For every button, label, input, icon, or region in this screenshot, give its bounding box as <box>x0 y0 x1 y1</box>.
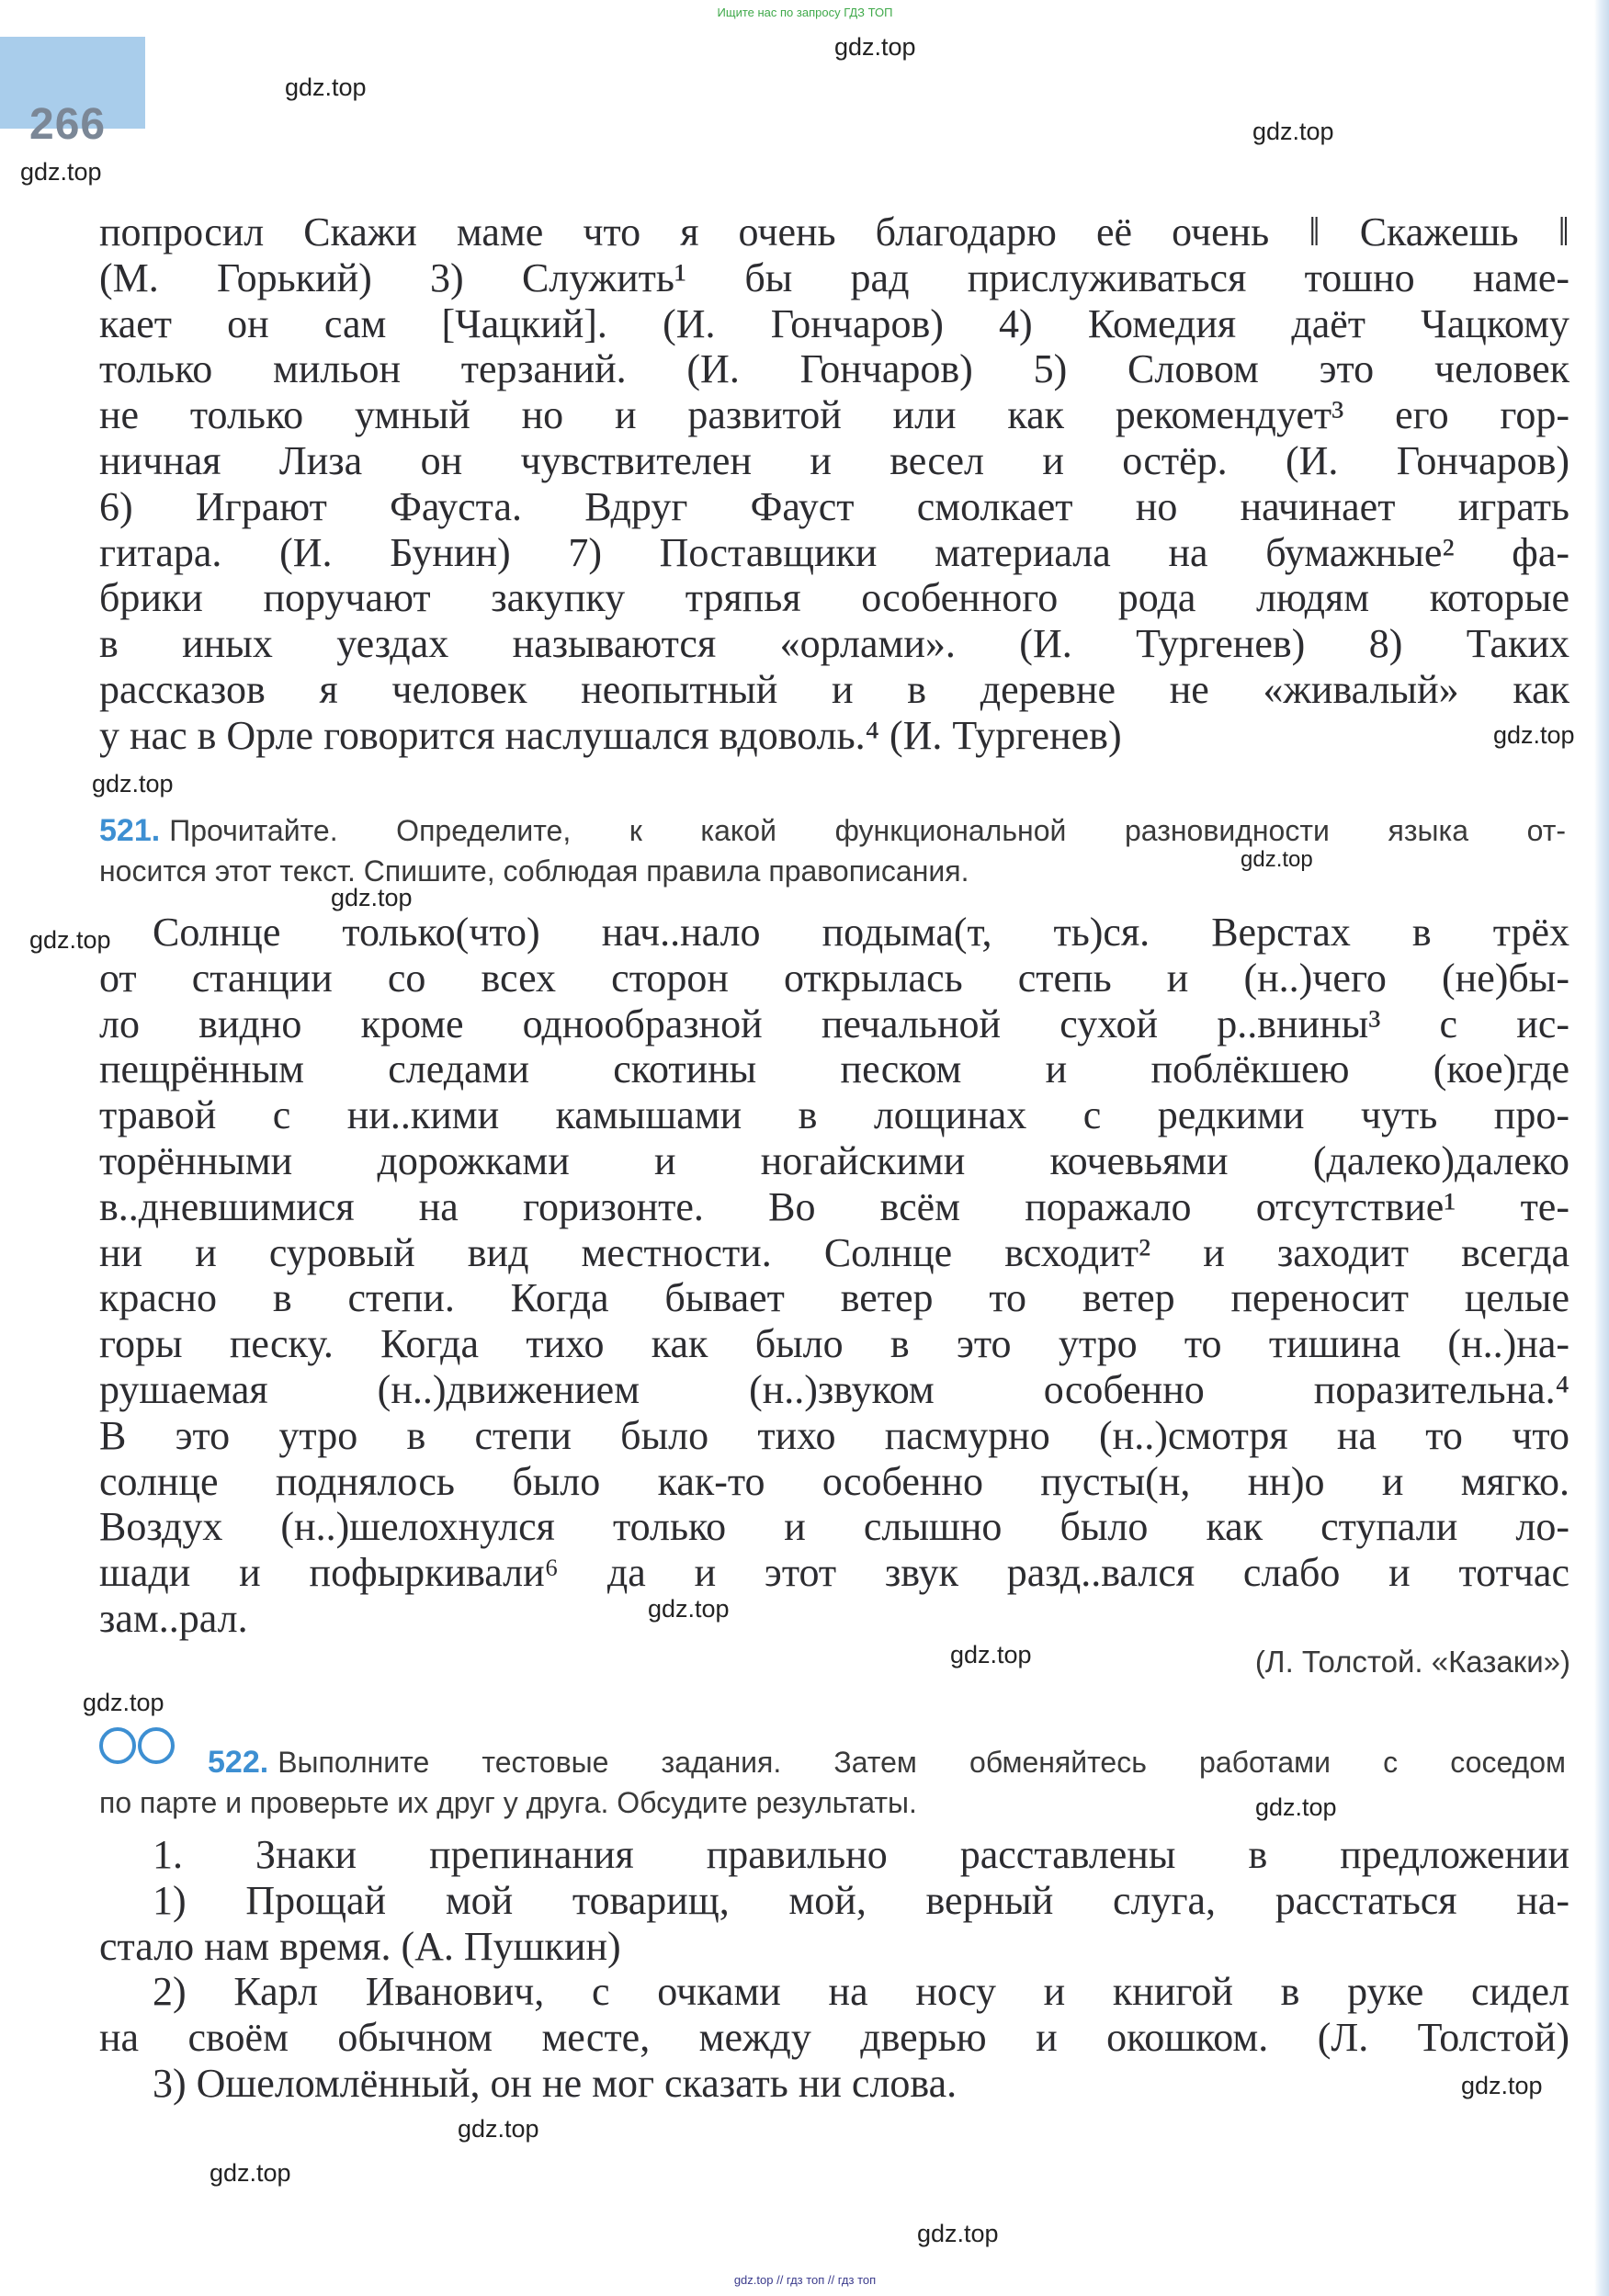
text-line: попросил Скажи маме что я очень благодарю её очень ‖ Скажешь ‖ <box>99 209 1569 254</box>
text-line: ничная Лиза он чувствителен и весел и остёр. (И. Гончаров) <box>99 437 1569 483</box>
text-line: 6) Играют Фауста. Вдруг Фауст смолкает но начинает играть <box>99 483 1569 529</box>
exercise-522-instruction <box>208 1742 1566 1782</box>
exercise-number: 522. <box>208 1745 269 1780</box>
text-line: на своём обычном месте, между дверью и окошком. (Л. Толстой) <box>99 2015 1569 2061</box>
top-banner: Ищите нас по запросу ГДЗ ТОП <box>717 6 893 19</box>
text-line: зам..рал. <box>99 1595 248 1641</box>
watermark: gdz.top <box>1252 118 1334 145</box>
text-line: у нас в Орле говорится наслушался вдоволь.⁴ (И. Тургенев) <box>99 712 1122 758</box>
text-line: пещрённым следами скотины песком и поблёкшею (кое)где <box>99 1046 1569 1092</box>
exercise-521-text <box>99 910 1569 1642</box>
watermark: gdz.top <box>1241 847 1313 872</box>
text-line: стало нам время. (А. Пушкин) <box>99 1923 621 1969</box>
exercise-521-instruction <box>99 810 1566 891</box>
previous-exercise-text <box>99 209 1569 759</box>
instruction-line: носится этот текст. Спишите, соблюдая правила правописания. <box>99 854 969 888</box>
instruction-line <box>208 1742 1566 1782</box>
watermark: gdz.top <box>1493 721 1575 749</box>
text-line: травой с ни..кими камышами в лощинах с редкими чуть про- <box>99 1092 1569 1138</box>
watermark: gdz.top <box>1461 2072 1543 2099</box>
text-line: 1) Прощай мой товарищ, мой, верный слуга, расстаться на- <box>153 1877 1569 1923</box>
text-line: шади и пофыркивали⁶ да и этот звук разд..вался слабо и тотчас <box>99 1550 1569 1596</box>
bottom-banner: gdz.top // гдз топ // гдз топ <box>733 2273 877 2287</box>
watermark: gdz.top <box>20 158 102 186</box>
instruction-text: Выполните тестовые задания. Затем обменяйтесь работами с соседом <box>278 1746 1566 1779</box>
page-number: 266 <box>29 100 107 149</box>
text-line: гитара. (И. Бунин) 7) Поставщики материала на бумажные² фа- <box>99 529 1569 575</box>
text-line: рушаемая (н..)движением (н..)звуком особенно поразительна.⁴ <box>99 1366 1569 1412</box>
watermark: gdz.top <box>331 884 413 911</box>
text-line: горы песку. Когда тихо как было в это утро то тишина (н..)на- <box>99 1321 1569 1367</box>
text-line: от станции со всех сторон открылась степь и (н..)чего (не)бы- <box>99 955 1569 1001</box>
text-line: 3) Ошеломлённый, он не мог сказать ни слова. <box>153 2060 957 2106</box>
text-line: ни и суровый вид местности. Солнце всходит² и заходит всегда <box>99 1229 1569 1275</box>
watermark: gdz.top <box>29 926 111 954</box>
exercise-522-instruction-cont <box>99 1782 1566 1823</box>
watermark: gdz.top <box>285 74 367 101</box>
text-attribution: (Л. Толстой. «Казаки») <box>1254 1645 1570 1679</box>
text-line: в..дневшимися на горизонте. Во всём поражало отсутствие¹ те- <box>99 1183 1569 1229</box>
text-line: в иных уездах называются «орлами». (И. Тургенев) 8) Таких <box>99 621 1569 667</box>
text-line: Солнце только(что) нач..нало подыма(т, ть)ся. Верстах в трёх <box>153 910 1569 955</box>
text-line: Воздух (н..)шелохнулся только и слышно было как ступали ло- <box>99 1504 1569 1550</box>
exercise-522-text <box>99 1832 1569 2107</box>
text-line: только мильон терзаний. (И. Гончаров) 5) Словом это человек <box>99 346 1569 392</box>
exercise-number: 521. <box>99 813 161 848</box>
smiley-icon <box>138 1727 175 1764</box>
watermark: gdz.top <box>648 1595 730 1623</box>
pair-work-icon <box>99 1727 193 1768</box>
watermark: gdz.top <box>92 770 174 797</box>
text-line: кает он сам [Чацкий]. (И. Гончаров) 4) Комедия даёт Чацкому <box>99 300 1569 346</box>
watermark: gdz.top <box>210 2159 291 2187</box>
watermark: gdz.top <box>917 2220 999 2247</box>
watermark: gdz.top <box>83 1689 164 1716</box>
text-line: 2) Карл Иванович, с очками на носу и книгой в руке сидел <box>153 1969 1569 2015</box>
instruction-line: по парте и проверьте их друг у друга. Обсудите результаты. <box>99 1786 917 1819</box>
watermark: gdz.top <box>950 1641 1032 1668</box>
watermark: gdz.top <box>1255 1793 1337 1821</box>
text-line: брики поручают закупку тряпья особенного рода людям которые <box>99 575 1569 621</box>
instruction-text: Прочитайте. Определите, к какой функциональной разновидности языка от- <box>169 814 1566 847</box>
text-line: красно в степи. Когда бывает ветер то ветер переносит целые <box>99 1275 1569 1321</box>
text-line: солнце поднялось было как-то особенно пусты(н, нн)о и мягко. <box>99 1458 1569 1504</box>
watermark: gdz.top <box>834 33 916 61</box>
page-edge-shadow <box>1594 0 1609 2296</box>
instruction-line <box>99 810 1566 851</box>
text-line: В это утро в степи было тихо пасмурно (н..)смотря на то что <box>99 1412 1569 1458</box>
text-line: 1. Знаки препинания правильно расставлены в предложении <box>153 1832 1569 1877</box>
text-line: (М. Горький) 3) Служить¹ бы рад прислуживаться тошно наме- <box>99 254 1569 300</box>
smiley-icon <box>99 1727 136 1764</box>
text-line: не только умный но и развитой или как рекомендует³ его гор- <box>99 392 1569 438</box>
text-line: ло видно кроме однообразной печальной сухой р..внины³ с ис- <box>99 1001 1569 1046</box>
text-line: рассказов я человек неопытный и в деревне не «живалый» как <box>99 666 1569 712</box>
text-line: торёнными дорожками и ногайскими кочевьями (далеко)далеко <box>99 1137 1569 1183</box>
watermark: gdz.top <box>458 2115 539 2143</box>
